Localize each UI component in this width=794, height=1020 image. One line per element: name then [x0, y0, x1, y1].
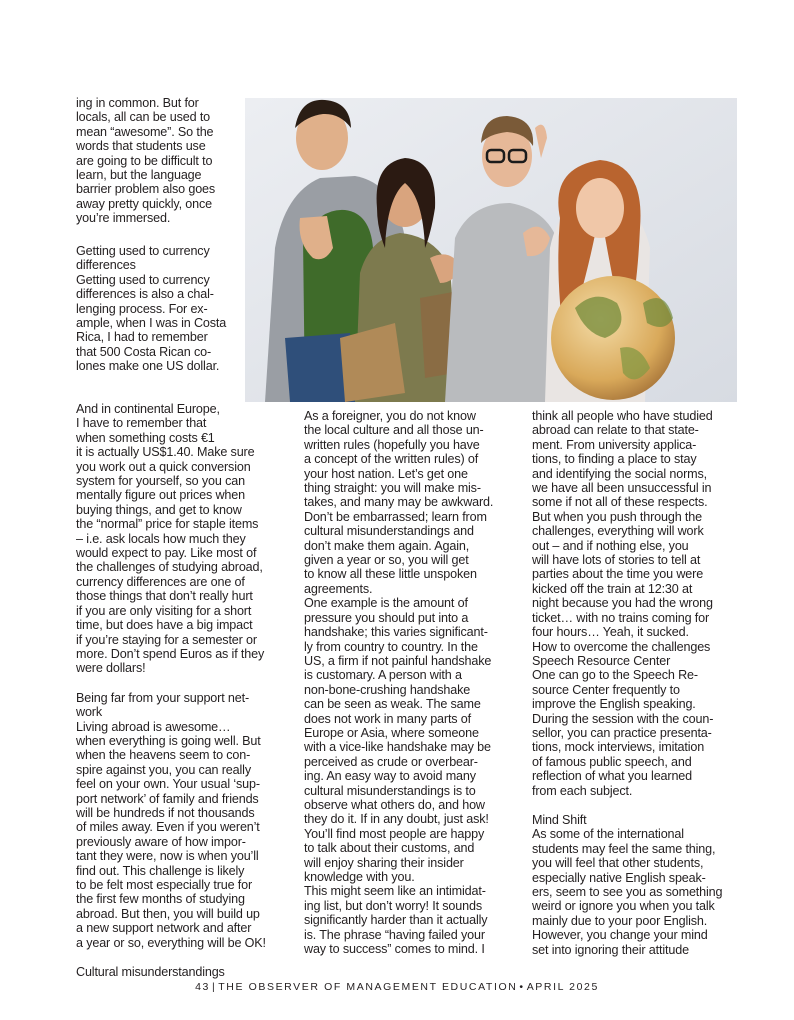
- column-2-paragraph-2: One example is the amount of pressure you should put into a handshake; this varies significant- ly from country to country. In the US, a firm if not painful handshake is customary. A person with a non-bone-crushing handshake can be seen as weak. The same does not work in many parts of Europe or Asia, where someone with a vice-like handshake may be perceived as crude or overbear- ing. An easy way to avoid many cultural misunderstandings is to observe what others do, and how they do it. If in any doubt, just ask! You’ll find most people are happy to talk about their customs, and will enjoy sharing their insider knowledge with you.: [304, 596, 492, 884]
- column-1-body: [76, 402, 288, 979]
- publication-name: THE OBSERVER OF MANAGEMENT EDUCATION: [218, 981, 518, 993]
- column-3: [532, 409, 740, 957]
- column-1-top: [76, 96, 238, 226]
- students-photo: [245, 98, 737, 402]
- column-2-paragraph-1: As a foreigner, you do not know the local culture and all those un- written rules (hopefully you have a concept of the written rules) of your host nation. Let’s get one thing straight: you will make mis- takes, and many may be awkward. Don’t be embarrassed; learn from cultural misunderstandings and don’t make them again. Again, given a year or so, you will get to know all these little unspoken agreements.: [304, 409, 494, 596]
- footer-bullet: •: [519, 981, 525, 993]
- footer-divider: |: [211, 981, 217, 993]
- page-footer: [0, 981, 794, 993]
- issue-date: APRIL 2025: [526, 981, 599, 993]
- currency-heading: Getting used to currency differences: [76, 244, 210, 273]
- cultural-heading: Cultural misunderstandings: [76, 965, 225, 980]
- speech-body: One can go to the Speech Re- source Center frequently to improve the English speaking. During the session with the coun- sellor, you can practice presenta- tions, mock interviews, imitation of famous public speech, and reflection of what you learned from each subject.: [532, 668, 714, 798]
- column-2-paragraph-3: This might seem like an intimidat- ing list, but don’t worry! It sounds significantly harder than it actually is. The phrase “having failed your way to success” comes to mind. I: [304, 884, 488, 957]
- currency-intro: Getting used to currency differences is also a chal- lenging process. For ex- ample, when I was in Costa Rica, I had to remember that 500 Costa Rican co- lones make one US dollar.: [76, 272, 227, 374]
- page-number: 43: [195, 981, 210, 993]
- support-body: Living abroad is awesome… when everything is going well. But when the heavens seem to con- spire against you, you can really feel on your own. Your usual ‘sup- port network’ of family and friends will be hundreds if not thousands of miles away. Even if you weren’t previously aware of how impor- tant they were, now is when you’ll find out. This challenge is likely to be felt most especially true for the first few months of studying abroad. But then, you will build up a new support network and after a year or so, everything will be OK!: [76, 719, 266, 950]
- mindshift-body: As some of the international students may feel the same thing, you will feel that other students, especially native English speak- ers, seem to see you as something weird or ignore you when you talk mainly due to your poor English. However, you change your mind set into ignoring their attitude: [532, 827, 723, 957]
- overcome-heading: How to overcome the challenges: [532, 639, 711, 654]
- speech-heading: Speech Resource Center: [532, 653, 671, 668]
- support-heading: Being far from your support net- work: [76, 690, 249, 720]
- column-1-currency: [76, 244, 241, 374]
- mindshift-heading: Mind Shift: [532, 812, 587, 827]
- language-paragraph-end: ing in common. But for locals, all can be used to mean “awesome”. So the words that students use are going to be difficult to learn, but the language barrier problem also goes away pretty quickly, once you’re immersed.: [76, 96, 216, 226]
- column-2: [304, 409, 518, 956]
- column-3-paragraph-1: think all people who have studied abroad can relate to that state- ment. From university applica- tions, to finding a place to stay and identifying the social norms, we have all been unsuccessful in some if not all of these respects. But when you push through the challenges, everything will work out – and if nothing else, you will have lots of stories to tell at parties about the time you were kicked off the train at 12:30 at night because you had the wrong ticket… with no trains coming for four hours… Yeah, it sucked.: [532, 409, 713, 640]
- currency-body: And in continental Europe, I have to remember that when something costs €1 it is actually US$1.40. Make sure you work out a quick conversion system for yourself, so you can mentally figure out prices when buying things, and get to know the “normal” price for staple items – i.e. ask locals how much they would expect to pay. Like most of the challenges of studying abroad, currency differences are one of those things that don’t really hurt if you are only visiting for a short time, but does have a big impact if you’re staying for a semester or more. Don’t spend Euros as if they were dollars!: [76, 402, 265, 676]
